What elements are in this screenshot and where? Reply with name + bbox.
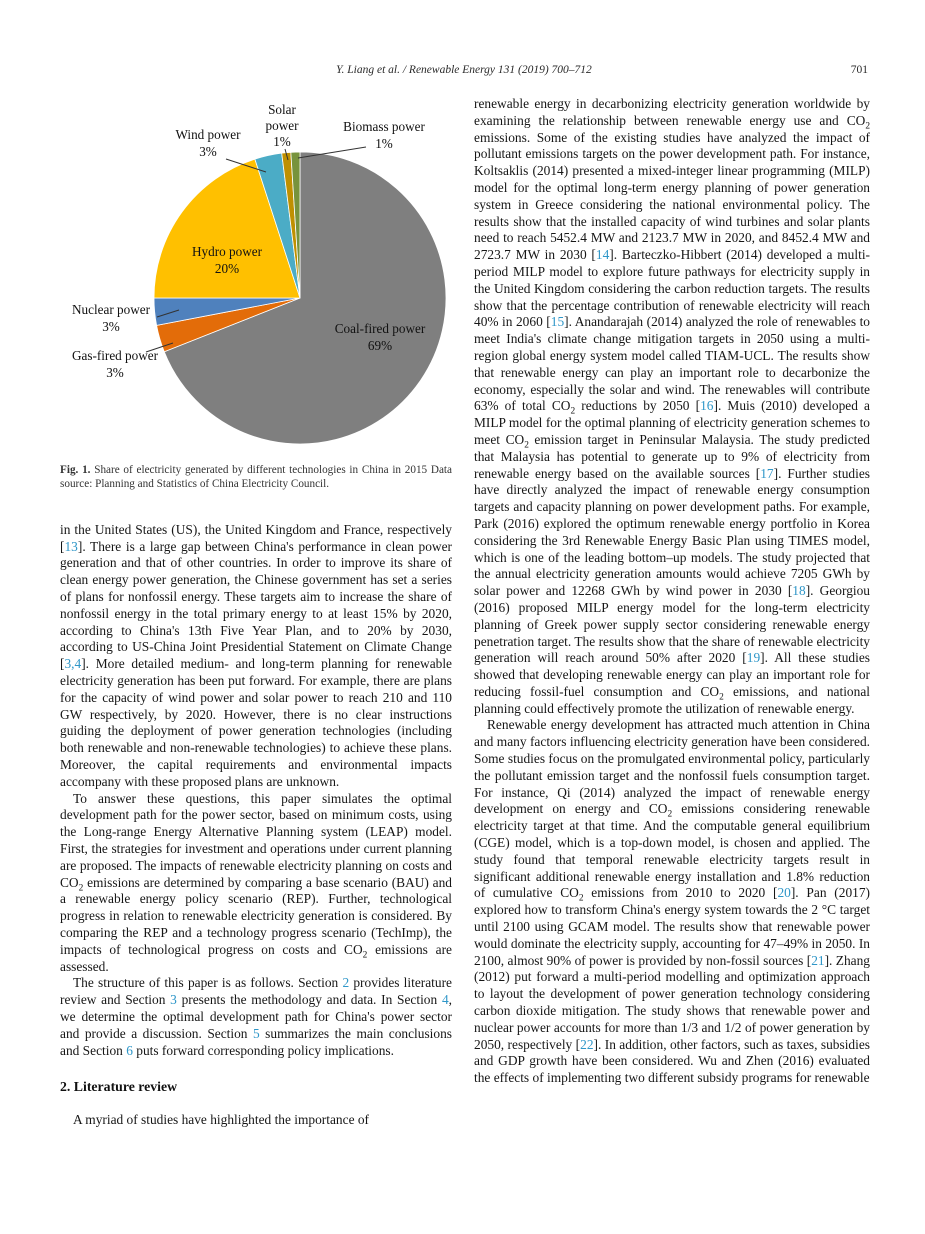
pie-label-wind-value: 3%: [199, 144, 217, 159]
pie-label-hydro-value: 20%: [214, 261, 240, 276]
citation-link[interactable]: 6: [126, 1042, 133, 1058]
paragraph: To answer these questions, this paper simulates the optimal development path for the power sector, based on minimum costs, using the Long-range Energy Alternative Planning system (LEAP) model. First, the strategies for investment and operations under current planning are proposed. The impacts of renewable electricity planning on costs and $CO_2$ emissions are determined by comparing a base scenario (BAU) and a renewable energy policy scenario (REP). Further, technological progress in relation to renewable electricity generation is considered. By comparing the REP and a technology progress scenario (TechImp), the impacts of technological progress on costs and $CO_2$ emissions are assessed.: [60, 790, 452, 974]
pie-label-gas: Gas-fired power: [71, 348, 159, 363]
citation-link[interactable]: 3,4: [64, 656, 82, 672]
pie-label-solar: Solar: [268, 102, 296, 117]
subscript: 2: [570, 407, 576, 418]
citation-link[interactable]: 22: [580, 1036, 594, 1052]
figure-1-block: [60, 98, 452, 492]
citation-link[interactable]: 3: [170, 992, 177, 1008]
citation-link[interactable]: 20: [777, 885, 791, 901]
paragraph: The structure of this paper is as follows. Section 2 provides literature review and Section 3 presents the methodology and data. In Section 4, we determine the optimal development path for China's power sector and provide a discussion. Section 5 summarizes the main conclusions and Section 6 puts forward corresponding policy implications.: [60, 975, 452, 1058]
pie-label-nuclear-value: 3%: [102, 319, 120, 334]
paragraph: A myriad of studies have highlighted the importance of: [73, 1112, 370, 1128]
pie-label-nuclear: Nuclear power: [72, 302, 150, 317]
citation-link[interactable]: 5: [252, 1025, 260, 1041]
citation-link[interactable]: 14: [595, 247, 610, 263]
citation-link[interactable]: 19: [746, 650, 761, 666]
pie-label-coal-value: 69%: [367, 338, 393, 353]
left-column-text: [60, 522, 452, 1129]
subscript: 2: [78, 883, 84, 894]
right-column-text: [474, 96, 870, 1087]
subscript: 2: [362, 950, 368, 961]
citation-link[interactable]: 13: [64, 538, 78, 554]
pie-label-solar-value: 1%: [273, 134, 291, 149]
running-head: [60, 64, 868, 81]
citation-link[interactable]: 18: [792, 583, 806, 599]
paragraph: Renewable energy development has attracted much attention in China and many factors influencing electricity generation have been considered. Some studies focus on the promulgated environmental policy, particularly the pollutant emission target and the nonfossil fuels consumption target. For instance, Qi (2014) analyzed the impact of renewable energy development on energy and $CO_2$ emissions considering renewable electricity target at that time. And the computable general equilibrium (CGE) model, which is a top-down model, is chosen and applied. The study found that temporal renewable electricity targets result in significant additional renewable energy installation and 1.8% reduction of cumulative $CO_2$ emissions from 2010 to 2020 [20]. Pan (2017) explored how to transform China's energy system towards the 2 °C target until 2100 using GCAM model. The results show that renewable power would dominate the electricity supply, accounting for 47–49% in 2050. In 2100, almost 90% of power is provided by non-fossil sources [21]. Zhang (2012) put forward a multi-period modelling and optimization approach to layout the development of power generation technology considering carbon dioxide mitigation. The study shows that renewable power and nuclear power accounts for more than 1/3 and 1/2 of power generation by 2050, respectively [22]. In addition, other factors, such as taxes, subsidies and GDP growth have been considered. Wu and Zhen (2016) evaluated the effects of implementing two different subsidy programs for renewable: [474, 717, 871, 1086]
subscript: 2: [719, 692, 724, 703]
citation-link[interactable]: 16: [700, 398, 714, 414]
right-column: [474, 96, 870, 1129]
citation-link[interactable]: 2: [342, 975, 350, 991]
pie-label-gas-value: 3%: [106, 365, 124, 380]
left-column: [60, 96, 452, 1129]
pie-label-wind: Wind power: [175, 127, 241, 142]
figure-caption: [60, 463, 452, 492]
citation-link[interactable]: 17: [760, 465, 774, 481]
section-heading: 2. Literature review: [60, 1079, 178, 1095]
citation-link[interactable]: 21: [811, 952, 825, 968]
figure-1: [60, 98, 452, 492]
pie-label-solar-line2: power: [265, 118, 299, 133]
subscript: 2: [865, 121, 870, 132]
pie-chart: [60, 98, 452, 448]
pie-label-biomass-value: 1%: [375, 136, 393, 151]
subscript: 2: [667, 810, 673, 821]
paragraph: renewable energy in decarbonizing electricity generation worldwide by examining the relationship between renewable energy use and $CO_2$ emissions. Some of the existing studies have analyzed the impact of pollutant emissions targets on the power development path. For instance, Koltsaklis (2014) presented a mixed-integer linear programming (MILP) model for the optimal long-term energy planning of power generation system in Greece considering the national environmental policy. The results show that the installed capacity of wind turbines and solar plants need to reach 5452.4 MW and 2123.7 MW in 2020, and 8452.4 MW and 2723.7 MW in 2030 [14]. Barteczko-Hibbert (2014) developed a multi-period MILP model to explore future pathways for electricity supply in the United Kingdom considering the carbon reduction targets. The results show that the percentage contribution of renewable electricity will reach 40% in 2060 [15]. Anandarajah (2014) analyzed the role of renewables to meet India's climate change mitigation targets in 2050 using a multi-region global energy system model called TIAM-UCL. The results show that renewable energy can play an important role to decarbonize the economy, especially the solar and wind. The renewables will contribute 63% of total $CO_2$ reductions by 2050 [16]. Muis (2010) developed a MILP model for the optimal planning of electricity generation schemes to meet $CO_2$ emission target in Peninsular Malaysia. The study predicted that Malaysia has potential to generate up to 9% of electricity from renewable energy based on the available sources [17]. Further studies have directly analyzed the impact of renewable energy consumption targets and capacity planning on power development paths. For example, Park (2016) explored the optimum renewable energy portfolio in Korea considering the 3rd Renewable Energy Basic Plan using TIMES model, which is one of the leading bottom–up models. The study projected that the annual electricity generation amounts would achieve 7205 GWh by solar power and 12268 GWh by wind power in 2030 [18]. Georgiou (2016) proposed MILP energy model for the long-term electricity planning of Greek power supply sector considering renewable energy penetration target. The results show that the share of renewable electricity generation will reach around 50% after 2020 [19]. All these studies showed that developing renewable energy can play an important role for reducing fossil-fuel consumption and $CO_2$ emissions, and national planning could effectively promote the utilization of renewable energy.: [474, 96, 870, 716]
subscript: 2: [524, 440, 529, 451]
citation-link[interactable]: 4: [441, 992, 449, 1008]
figure-caption-label: Fig. 1.: [60, 464, 91, 476]
page-number: 701: [850, 64, 868, 76]
pie-slices: [154, 152, 446, 444]
citation-link[interactable]: 15: [550, 314, 565, 330]
pie-label-hydro: Hydro power: [192, 244, 262, 259]
pie-label-biomass: Biomass power: [343, 119, 425, 134]
pie-label-coal: Coal-fired power: [334, 321, 426, 336]
figure-caption-text: Share of electricity generated by different technologies in China in 2015 Data source: Planning and Statistics of China Electricity Council.: [60, 464, 453, 491]
running-title: Y. Liang et al. / Renewable Energy 131 (2019) 700–712: [336, 64, 592, 76]
paragraph: in the United States (US), the United Kingdom and France, respectively [13]. There is a large gap between China's performance in clean power generation and that of other countries. In order to improve its share of clean energy power generation, the Chinese government has set a series of plans for nonfossil energy. These targets aim to increase the share of nonfossil energy in the total primary energy to at least 15% by 2020, according to China's 13th Five Year Plan, and to 20% by 2030, according to US-China Joint Presidential Statement on Climate Change [3,4]. More detailed medium- and long-term planning for renewable electricity generation has been put forward. For example, there are plans for the capacity of wind power and solar power to reach 210 and 110 GW respectively, by 2020. However, there is no clear instructions guiding the deployment of power generation technologies (including both renewable and non-renewable technologies) to achieve these plans. Moreover, the capital requirements and environmental impacts accompany with these proposed plans are unknown.: [60, 521, 452, 789]
subscript: 2: [578, 894, 584, 905]
two-column-layout: [60, 96, 870, 1129]
